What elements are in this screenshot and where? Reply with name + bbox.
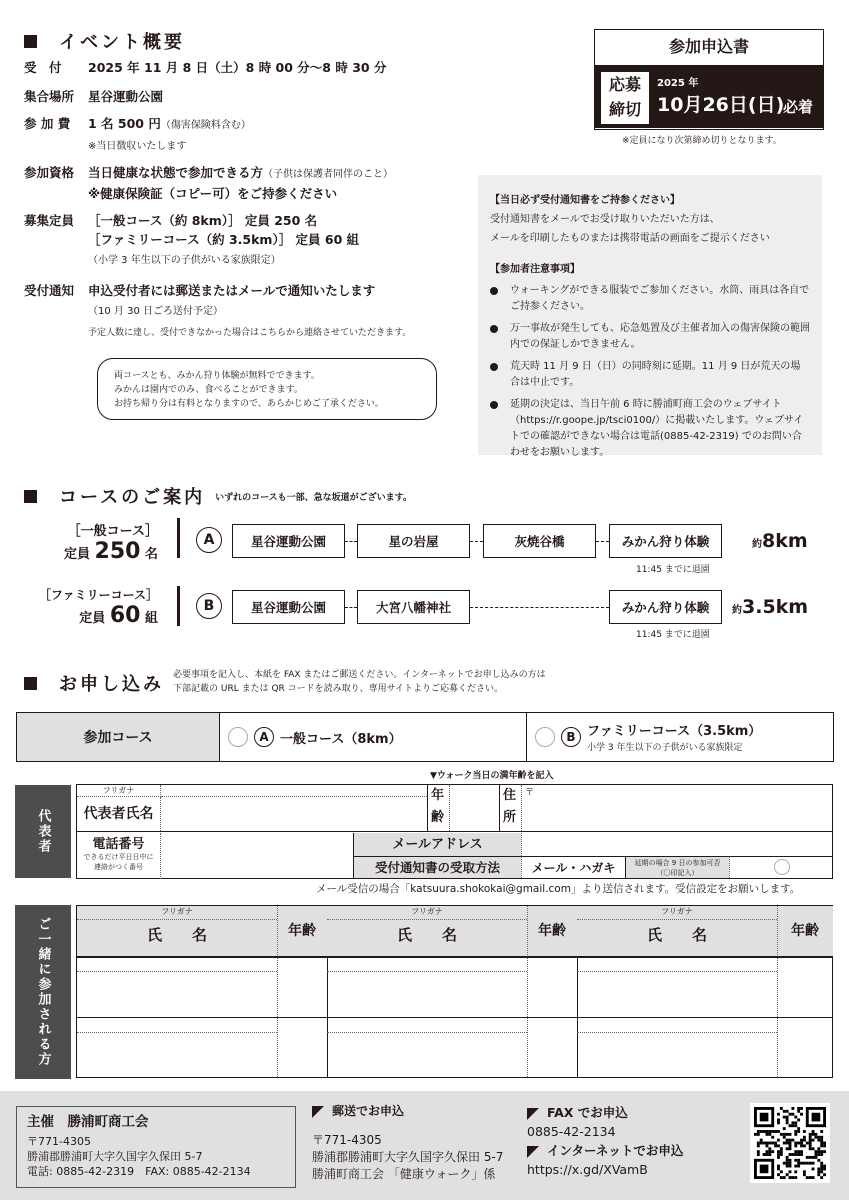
stop: 星の岩屋 — [357, 524, 470, 558]
apply-title: お申し込み — [24, 670, 164, 696]
badge-b-icon: B — [196, 593, 222, 619]
stop: みかん狩り体験 — [609, 524, 722, 558]
companions-table: フリガナ 氏 名 年齢 フリガナ 氏 名 年齢 フリガナ 氏 名 年齢 — [76, 905, 833, 1078]
notice-item: ウォーキングができる服装でご参加ください。水筒、雨具は各自でご持参ください。 — [490, 283, 810, 315]
distance-a: 8km — [762, 530, 808, 552]
rep-name-input[interactable] — [161, 785, 427, 831]
option-course-b[interactable]: B ファミリーコース（3.5km） 小学 3 年生以下の子供がいる家族限定 — [527, 713, 833, 761]
triangle-icon — [527, 1108, 539, 1120]
badge-a-icon: A — [196, 527, 222, 553]
notice-item: 万一事故が発生しても、応急処置及び主催者加入の傷害保険の範囲内での保証しかできません。 — [490, 321, 810, 353]
row-eligibility: 参加資格 当日健康な状態で参加できる方（子供は保護者同伴のこと） ※健康保険証（コピー可）をご持参ください — [24, 165, 394, 201]
companion-furigana-input[interactable] — [577, 971, 777, 972]
receipt-method[interactable]: メール・ハガキ — [521, 856, 625, 878]
square-icon — [24, 35, 37, 48]
stop: みかん狩り体験 — [609, 590, 722, 624]
postpone-check[interactable] — [729, 856, 833, 878]
companion-furigana-input[interactable] — [77, 971, 277, 972]
form-title: 参加申込書 — [595, 30, 823, 66]
course-select: 参加コース A 一般コース（8km） B ファミリーコース（3.5km） 小学 3 年生以下の子供がいる家族限定 — [16, 712, 834, 762]
triangle-icon — [312, 1106, 324, 1118]
radio-b[interactable] — [535, 727, 555, 747]
mikan-note-box: 両コースとも、みかん狩り体験が無料でできます。 みかんは園内でのみ、食べることができます。 お持ち帰り分は有料となりますので、あらかじめご了承ください。 — [97, 358, 437, 420]
row-capacity: 募集定員 ［一般コース（約 8km）］ 定員 250 名 ［ファミリーコース（約 3.5km）］ 定員 60 組 （小学 3 年生以下の子供がいる家族限定） — [24, 213, 360, 266]
companion-furigana-input[interactable] — [577, 1032, 777, 1033]
square-icon — [24, 677, 37, 690]
stop: 星谷運動公園 — [232, 590, 345, 624]
course-a-label: ［一般コース］ 定員 250 名 — [63, 524, 158, 564]
radio-a[interactable] — [228, 727, 248, 747]
square-icon — [24, 490, 37, 503]
overview-title: イベント概要 — [24, 28, 185, 54]
deadline-date: 10月26日(日) — [657, 94, 785, 116]
row-meeting: 集合場所 星谷運動公園 — [24, 89, 164, 104]
triangle-icon — [527, 1146, 539, 1158]
companion-furigana-input[interactable] — [327, 1032, 527, 1033]
rep-age-input[interactable] — [449, 785, 499, 831]
apply-url[interactable]: https://x.gd/XVamB — [527, 1162, 648, 1177]
stop: 星谷運動公園 — [232, 524, 345, 558]
representative-table: フリガナ 代表者氏名 年 齢 住 所 〒 電話番号 できるだけ平日日中に 連絡がつく番号 メールアドレス 受付通知書の受取方法 メール・ハガキ 延期の場合 9 日の参加可否 （〇印記入） — [76, 784, 833, 879]
row-notification: 受付通知 申込受付者には郵送またはメールで通知いたします （10 月 30 日ごろ送付予定） 予定人数に達し、受付できなかった場合はこちらから連絡させていただきます。 — [24, 283, 412, 338]
row-reception: 受 付 2025 年 11 月 8 日（土）8 時 00 分〜8 時 30 分 — [24, 60, 387, 75]
notice-item: 延期の決定は、当日午前 6 時に勝浦町商工会のウェブサイト（https://r.goope.jp/tsci0100/）に掲載いたします。ウェブサイトでの確認ができない場合は電話(0885-42-2319) でのお問い合わせをお願いします。 — [490, 397, 810, 461]
notice-box: 【当日必ず受付通知書をご持参ください】 受付通知書をメールでお受け取りいただいた方は、 メールを印刷したものまたは携帯電話の画面をご提示ください 【参加者注意事項】 ウォーキングができる服装でご参加ください。水筒、雨具は各自でご持参ください。 万一事故が発生しても、応急処置及び主催者加入の傷害保険の範囲内での保証しかできません。 荒天時 11 月 9 日（日）の同時刻に延期。11 月 9 日が荒天の場合は中止です。 延期の決定は、当日午前 6 時に勝浦町商工会のウェブサイト（https://r.goope.jp/tsci0100/）に掲載いたします。ウェブサイトでの確認ができない場合は電話(0885-42-2319) でのお問い合わせをお願いします。 — [478, 175, 822, 455]
distance-b: 3.5km — [742, 596, 809, 618]
stop: 大宮八幡神社 — [357, 590, 470, 624]
courses-title: コースのご案内 いずれのコースも一部、急な坂道がございます。 — [24, 483, 412, 509]
row-fee: 参 加 費 1 名 500 円（傷害保険料含む） ※当日徴収いたします — [24, 116, 251, 152]
option-course-a[interactable]: A 一般コース（8km） — [220, 713, 527, 761]
address-input[interactable]: 〒 — [521, 785, 833, 831]
stop: 灰焼谷橋 — [483, 524, 596, 558]
qr-code-icon[interactable] — [750, 1103, 830, 1183]
deadline-box: 参加申込書 応募 締切 2025 年 10月26日(日) 必着 — [594, 29, 824, 130]
fax-number: 0885-42-2134 — [527, 1124, 616, 1139]
footer: 主催 勝浦町商工会 〒771-4305 勝浦郡勝浦町大字久国字久保田 5-7 電話: 0885-42-2319 FAX: 0885-42-2134 郵送でお申込 〒771-4305 勝浦郡勝浦町大字久国字久保田 5-7 勝浦町商工会 「健康ウォーク」係 FAX でお申込 0885-42-2134 インターネットでお申込 https://x.gd/XVamB — [0, 1091, 849, 1200]
companion-furigana-input[interactable] — [77, 1032, 277, 1033]
deadline-label: 応募 締切 — [601, 72, 649, 124]
notice-item: 荒天時 11 月 9 日（日）の同時刻に延期。11 月 9 日が荒天の場合は中止です。 — [490, 359, 810, 391]
course-b-label: ［ファミリーコース］ 定員 60 組 — [38, 588, 158, 628]
email-input[interactable] — [521, 833, 833, 856]
companion-furigana-input[interactable] — [327, 971, 527, 972]
